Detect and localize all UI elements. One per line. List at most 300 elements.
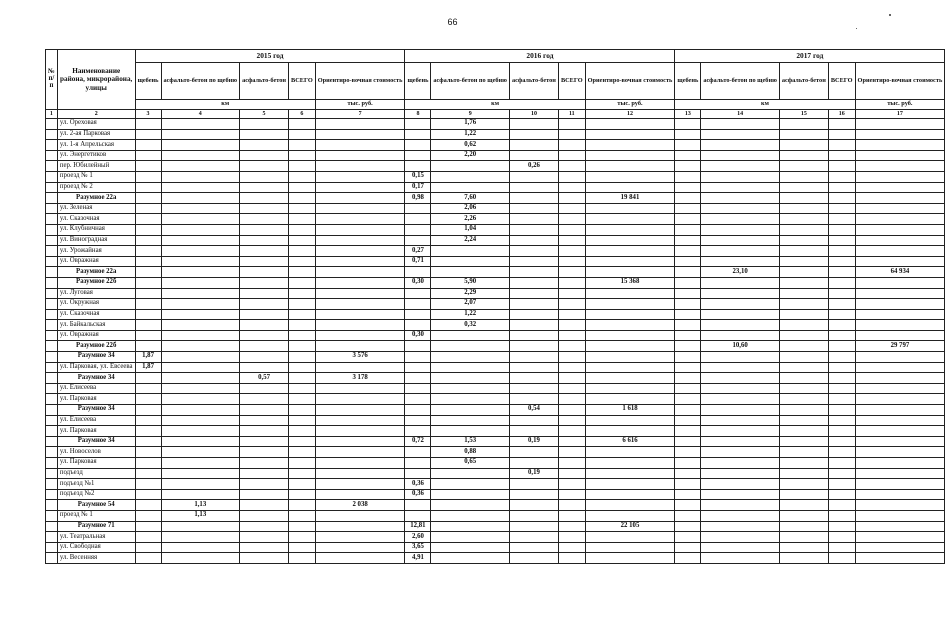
value-cell: 22 105	[585, 521, 675, 532]
value-cell	[855, 193, 945, 204]
value-cell	[558, 383, 585, 394]
value-cell	[509, 193, 558, 204]
value-cell	[828, 468, 855, 479]
unit-km: км	[405, 100, 585, 110]
value-cell	[240, 542, 289, 553]
value-cell	[585, 479, 675, 490]
street-name-cell: ул. Байкальская	[57, 320, 135, 331]
value-cell	[675, 171, 701, 182]
table-row	[46, 330, 945, 341]
table-row	[46, 129, 945, 140]
value-cell: 1,22	[431, 129, 510, 140]
value-cell	[509, 224, 558, 235]
value-cell	[431, 330, 510, 341]
value-cell	[828, 489, 855, 500]
value-cell	[779, 140, 828, 151]
value-cell	[558, 405, 585, 416]
value-cell: 10,60	[701, 341, 780, 352]
row-number-cell	[46, 246, 58, 257]
value-cell	[161, 405, 240, 416]
value-cell	[828, 150, 855, 161]
value-cell	[509, 267, 558, 278]
value-cell	[240, 299, 289, 310]
value-cell	[675, 161, 701, 172]
value-cell	[509, 458, 558, 469]
value-cell	[558, 341, 585, 352]
value-cell	[558, 214, 585, 225]
row-number-cell	[46, 447, 58, 458]
value-cell	[161, 256, 240, 267]
value-cell	[289, 553, 316, 564]
value-cell	[675, 320, 701, 331]
value-cell	[828, 203, 855, 214]
value-cell	[779, 373, 828, 384]
value-cell	[135, 489, 161, 500]
value-cell	[509, 330, 558, 341]
value-cell	[779, 447, 828, 458]
table-row	[46, 256, 945, 267]
subtotal-row	[46, 373, 945, 384]
value-cell	[240, 405, 289, 416]
street-name-cell: ул. Свободная	[57, 542, 135, 553]
value-cell	[315, 214, 405, 225]
table-row	[46, 214, 945, 225]
row-number-cell	[46, 309, 58, 320]
value-cell	[240, 277, 289, 288]
value-cell	[855, 140, 945, 151]
value-cell	[855, 373, 945, 384]
value-cell	[779, 161, 828, 172]
value-cell	[585, 309, 675, 320]
value-cell	[828, 235, 855, 246]
value-cell	[675, 521, 701, 532]
value-cell: 4,91	[405, 553, 431, 564]
value-cell	[289, 235, 316, 246]
row-number-cell	[46, 468, 58, 479]
value-cell	[701, 171, 780, 182]
value-cell	[585, 553, 675, 564]
value-cell	[509, 500, 558, 511]
value-cell	[509, 309, 558, 320]
table-row	[46, 288, 945, 299]
value-cell	[315, 415, 405, 426]
value-cell	[855, 288, 945, 299]
value-cell: 1,22	[431, 309, 510, 320]
value-cell	[675, 140, 701, 151]
value-cell	[855, 129, 945, 140]
value-cell	[315, 341, 405, 352]
table-row	[46, 246, 945, 257]
value-cell: 3,65	[405, 542, 431, 553]
street-name-cell: подъезд №1	[57, 479, 135, 490]
value-cell	[828, 542, 855, 553]
row-number-cell	[46, 436, 58, 447]
value-cell	[405, 341, 431, 352]
value-cell	[855, 553, 945, 564]
value-cell	[675, 362, 701, 373]
value-cell	[161, 182, 240, 193]
value-cell: 0,19	[509, 468, 558, 479]
value-cell	[431, 373, 510, 384]
value-cell	[828, 383, 855, 394]
value-cell	[855, 224, 945, 235]
value-cell	[315, 161, 405, 172]
value-cell	[289, 150, 316, 161]
value-cell	[828, 405, 855, 416]
value-cell	[701, 553, 780, 564]
row-number-cell	[46, 341, 58, 352]
value-cell	[240, 415, 289, 426]
value-cell	[558, 542, 585, 553]
value-cell	[135, 119, 161, 130]
value-cell	[161, 394, 240, 405]
value-cell	[240, 256, 289, 267]
value-cell	[509, 203, 558, 214]
value-cell	[289, 277, 316, 288]
value-cell	[240, 426, 289, 437]
value-cell	[675, 193, 701, 204]
value-cell	[855, 320, 945, 331]
value-cell: 0,17	[405, 182, 431, 193]
value-cell	[675, 479, 701, 490]
table-row	[46, 171, 945, 182]
value-cell	[675, 352, 701, 363]
value-cell	[855, 352, 945, 363]
value-cell	[289, 171, 316, 182]
value-cell	[405, 320, 431, 331]
value-cell	[240, 320, 289, 331]
value-cell	[558, 182, 585, 193]
value-cell: 1,87	[135, 362, 161, 373]
value-cell	[558, 362, 585, 373]
value-cell	[405, 150, 431, 161]
value-cell	[509, 479, 558, 490]
value-cell	[558, 532, 585, 543]
value-cell	[828, 171, 855, 182]
value-cell	[431, 489, 510, 500]
row-number-cell	[46, 510, 58, 521]
value-cell	[855, 171, 945, 182]
value-cell	[315, 436, 405, 447]
value-cell	[585, 458, 675, 469]
value-cell	[828, 394, 855, 405]
value-cell	[558, 309, 585, 320]
row-number-cell	[46, 320, 58, 331]
value-cell	[701, 521, 780, 532]
value-cell	[675, 288, 701, 299]
value-cell	[701, 320, 780, 331]
column-number-row	[46, 110, 945, 119]
value-cell	[558, 415, 585, 426]
value-cell	[161, 246, 240, 257]
value-cell: 0,57	[240, 373, 289, 384]
value-cell	[855, 235, 945, 246]
value-cell	[585, 330, 675, 341]
value-cell	[315, 468, 405, 479]
table-row	[46, 119, 945, 130]
value-cell: 2,20	[431, 150, 510, 161]
value-cell	[240, 309, 289, 320]
value-cell	[701, 299, 780, 310]
street-name-cell: проезд № 1	[57, 171, 135, 182]
value-cell	[315, 510, 405, 521]
row-number-cell	[46, 235, 58, 246]
subcolumn-header: Ориентиро-вочная стоимость	[855, 63, 945, 100]
table-row	[46, 150, 945, 161]
value-cell	[161, 426, 240, 437]
value-cell	[585, 362, 675, 373]
value-cell	[289, 129, 316, 140]
value-cell	[161, 373, 240, 384]
value-cell	[509, 182, 558, 193]
value-cell	[779, 309, 828, 320]
value-cell	[585, 394, 675, 405]
row-number-cell	[46, 277, 58, 288]
column-number: 9	[431, 110, 510, 119]
value-cell	[585, 150, 675, 161]
value-cell	[855, 309, 945, 320]
value-cell	[779, 532, 828, 543]
value-cell	[509, 426, 558, 437]
value-cell	[240, 500, 289, 511]
value-cell	[855, 510, 945, 521]
value-cell	[675, 500, 701, 511]
value-cell	[855, 330, 945, 341]
value-cell	[161, 383, 240, 394]
subtotal-row	[46, 193, 945, 204]
value-cell	[431, 161, 510, 172]
value-cell	[701, 542, 780, 553]
subcolumn-header: ВСЕГО	[558, 63, 585, 100]
value-cell	[855, 203, 945, 214]
value-cell	[779, 320, 828, 331]
value-cell	[161, 447, 240, 458]
subcolumn-header: асфальто-бетон по щебню	[701, 63, 780, 100]
value-cell	[509, 246, 558, 257]
value-cell	[315, 405, 405, 416]
value-cell	[779, 246, 828, 257]
value-cell	[161, 352, 240, 363]
value-cell	[431, 182, 510, 193]
value-cell	[405, 458, 431, 469]
value-cell	[509, 415, 558, 426]
value-cell	[161, 203, 240, 214]
value-cell	[828, 193, 855, 204]
table-row	[46, 489, 945, 500]
value-cell	[135, 150, 161, 161]
value-cell	[405, 415, 431, 426]
subtotal-row	[46, 500, 945, 511]
value-cell	[240, 119, 289, 130]
value-cell	[558, 320, 585, 331]
value-cell	[828, 521, 855, 532]
value-cell	[315, 182, 405, 193]
value-cell	[509, 521, 558, 532]
value-cell	[675, 277, 701, 288]
value-cell	[828, 309, 855, 320]
table-row	[46, 532, 945, 543]
value-cell	[675, 458, 701, 469]
row-number-cell	[46, 521, 58, 532]
value-cell: 7,60	[431, 193, 510, 204]
year-2017: 2017 год	[675, 50, 945, 63]
value-cell: 64 934	[855, 267, 945, 278]
value-cell	[431, 510, 510, 521]
value-cell	[558, 161, 585, 172]
value-cell	[509, 299, 558, 310]
value-cell	[828, 500, 855, 511]
value-cell	[289, 352, 316, 363]
value-cell	[405, 267, 431, 278]
value-cell	[161, 489, 240, 500]
street-name-cell: ул. Виноградная	[57, 235, 135, 246]
value-cell	[135, 341, 161, 352]
value-cell	[701, 415, 780, 426]
value-cell	[240, 193, 289, 204]
value-cell	[509, 542, 558, 553]
value-cell	[240, 394, 289, 405]
value-cell	[431, 532, 510, 543]
value-cell	[675, 330, 701, 341]
value-cell	[701, 373, 780, 384]
value-cell: 2,26	[431, 214, 510, 225]
value-cell	[289, 256, 316, 267]
value-cell	[405, 140, 431, 151]
value-cell	[289, 214, 316, 225]
value-cell: 6 616	[585, 436, 675, 447]
header-number: № п/п	[46, 50, 58, 110]
value-cell	[431, 267, 510, 278]
value-cell	[675, 129, 701, 140]
value-cell	[135, 182, 161, 193]
value-cell	[315, 553, 405, 564]
value-cell	[855, 383, 945, 394]
value-cell	[585, 235, 675, 246]
value-cell	[585, 214, 675, 225]
value-cell	[289, 521, 316, 532]
value-cell	[585, 161, 675, 172]
value-cell	[135, 193, 161, 204]
subtotal-row	[46, 277, 945, 288]
value-cell	[315, 299, 405, 310]
row-number-cell	[46, 224, 58, 235]
value-cell	[558, 447, 585, 458]
value-cell	[240, 150, 289, 161]
value-cell	[161, 521, 240, 532]
value-cell	[828, 415, 855, 426]
value-cell	[585, 256, 675, 267]
value-cell	[675, 553, 701, 564]
value-cell	[161, 299, 240, 310]
table-row	[46, 161, 945, 172]
value-cell	[828, 447, 855, 458]
value-cell	[828, 140, 855, 151]
value-cell	[509, 352, 558, 363]
value-cell	[135, 542, 161, 553]
value-cell	[161, 309, 240, 320]
value-cell	[240, 224, 289, 235]
value-cell	[509, 510, 558, 521]
row-number-cell	[46, 426, 58, 437]
value-cell	[161, 161, 240, 172]
value-cell	[701, 193, 780, 204]
value-cell	[509, 214, 558, 225]
value-cell	[289, 203, 316, 214]
value-cell: 0,36	[405, 489, 431, 500]
value-cell: 3 178	[315, 373, 405, 384]
value-cell	[135, 510, 161, 521]
value-cell	[289, 510, 316, 521]
value-cell	[509, 489, 558, 500]
street-name-cell: ул. Весенняя	[57, 553, 135, 564]
value-cell	[558, 373, 585, 384]
row-number-cell	[46, 182, 58, 193]
value-cell	[675, 373, 701, 384]
value-cell	[701, 447, 780, 458]
value-cell	[509, 171, 558, 182]
row-number-cell	[46, 489, 58, 500]
subcolumn-header: Ориентиро-вочная стоимость	[585, 63, 675, 100]
road-works-table	[45, 49, 945, 564]
value-cell	[161, 119, 240, 130]
value-cell	[509, 362, 558, 373]
value-cell	[558, 288, 585, 299]
value-cell	[779, 553, 828, 564]
value-cell	[558, 140, 585, 151]
value-cell	[135, 288, 161, 299]
value-cell	[779, 415, 828, 426]
value-cell	[509, 341, 558, 352]
value-cell	[675, 235, 701, 246]
value-cell	[289, 458, 316, 469]
subcolumn-header: Ориентиро-вочная стоимость	[315, 63, 405, 100]
street-name-cell: Разумное 22б	[57, 277, 135, 288]
street-name-cell: ул. Елисеева	[57, 415, 135, 426]
value-cell	[558, 171, 585, 182]
value-cell	[289, 267, 316, 278]
value-cell	[855, 362, 945, 373]
value-cell	[675, 246, 701, 257]
value-cell	[828, 330, 855, 341]
value-cell: 1,76	[431, 119, 510, 130]
street-name-cell: ул. Луговая	[57, 288, 135, 299]
table-row	[46, 468, 945, 479]
value-cell	[701, 532, 780, 543]
value-cell	[315, 447, 405, 458]
row-number-cell	[46, 299, 58, 310]
value-cell	[779, 256, 828, 267]
value-cell	[315, 479, 405, 490]
subcolumn-header: асфальто-бетон по щебню	[161, 63, 240, 100]
value-cell	[315, 330, 405, 341]
value-cell	[585, 489, 675, 500]
value-cell	[289, 468, 316, 479]
value-cell	[405, 426, 431, 437]
value-cell	[779, 129, 828, 140]
value-cell	[135, 436, 161, 447]
value-cell	[779, 267, 828, 278]
value-cell	[828, 182, 855, 193]
value-cell: 29 797	[855, 341, 945, 352]
value-cell	[779, 352, 828, 363]
table-row	[46, 299, 945, 310]
value-cell	[828, 510, 855, 521]
value-cell	[135, 140, 161, 151]
value-cell	[289, 140, 316, 151]
unit-cost: тыс. руб.	[855, 100, 945, 110]
value-cell	[240, 330, 289, 341]
value-cell	[509, 277, 558, 288]
